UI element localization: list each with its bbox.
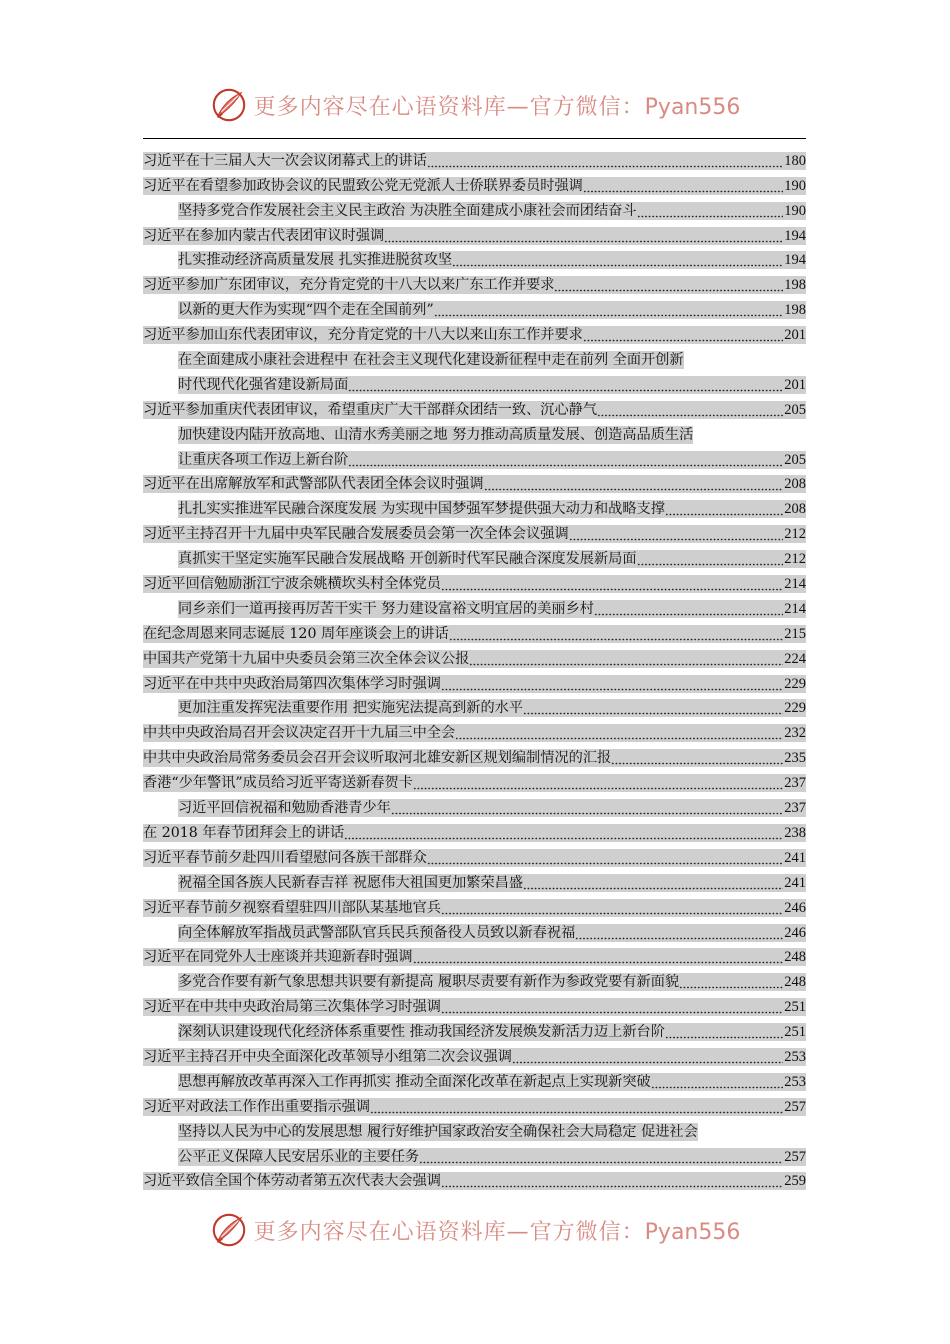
toc-leader-dots (583, 326, 783, 344)
toc-entry-title: 向全体解放军指战员武警部队官兵民兵预备役人员致以新春祝福 (178, 924, 576, 941)
toc-page-number: 246 (784, 924, 806, 941)
toc-entry[interactable] (143, 817, 806, 842)
toc-entry-highlight (143, 650, 806, 668)
toc-entry[interactable] (143, 394, 806, 419)
toc-entry-highlight (178, 973, 806, 991)
toc-entry[interactable] (143, 319, 806, 344)
toc-page-number: 201 (784, 376, 806, 393)
brand-header (0, 83, 950, 127)
toc-page-number: 190 (784, 177, 806, 194)
toc-entry-highlight (143, 1098, 806, 1116)
toc-entry-title: 以新的更大作为实现“四个走在全国前列” (178, 302, 434, 319)
toc-entry-highlight (143, 276, 806, 294)
toc-leader-dots (484, 475, 784, 493)
toc-entry[interactable] (143, 568, 806, 593)
toc-leader-dots (441, 575, 783, 593)
toc-page-number: 253 (784, 1048, 806, 1065)
toc-entry[interactable] (143, 593, 806, 618)
toc-entry-title: 让重庆各项工作迈上新台阶 (178, 451, 349, 468)
toc-leader-dots (455, 724, 783, 742)
toc-entry-highlight (143, 227, 806, 245)
toc-entry[interactable] (143, 1041, 806, 1066)
toc-leader-dots (370, 1098, 783, 1116)
toc-entry-title: 中共中央政治局召开会议决定召开十九届三中全会 (143, 725, 456, 742)
toc-entry-highlight (178, 451, 806, 469)
toc-entry-title: 习近平回信祝福和勉励香港青少年 (178, 800, 391, 817)
toc-entry[interactable] (143, 419, 806, 444)
toc-page-number: 257 (784, 1148, 806, 1165)
toc-leader-dots (413, 948, 784, 966)
toc-entry-title: 习近平在参加内蒙古代表团审议时强调 (143, 227, 385, 244)
toc-leader-dots (594, 600, 783, 618)
toc-leader-dots (434, 301, 784, 319)
toc-leader-dots (449, 625, 784, 643)
toc-entry-title: 多党合作要有新气象思想共识要有新提高 履职尽责要有新作为参政党要有新面貌 (178, 974, 680, 991)
toc-entry[interactable] (143, 942, 806, 967)
toc-entry[interactable] (143, 469, 806, 494)
toc-entry-title: 习近平回信勉励浙江宁波余姚横坎头村全体党员 (143, 576, 441, 593)
toc-entry-title: 习近平春节前夕视察看望驻四川部队某基地官兵 (143, 899, 441, 916)
toc-entry-title: 更加注重发挥宪法重要作用 把实施宪法提高到新的水平 (178, 700, 524, 717)
toc-page-number: 198 (784, 277, 806, 294)
toc-entry[interactable] (143, 170, 806, 195)
toc-page-number: 238 (784, 824, 806, 841)
toc-entry-highlight (143, 899, 806, 917)
toc-entry-title: 同乡亲们一道再接再厉苦干实干 努力建设富裕文明宜居的美丽乡村 (178, 600, 594, 617)
toc-entry[interactable] (143, 1116, 806, 1141)
toc-page-number: 198 (784, 302, 806, 319)
brand-footer (0, 1208, 950, 1252)
toc-leader-dots (637, 550, 784, 568)
toc-entry-highlight (143, 575, 806, 593)
toc-entry[interactable] (143, 220, 806, 245)
toc-entry-highlight (178, 550, 806, 568)
toc-entry-highlight (178, 426, 693, 444)
toc-entry-title: 真抓实干坚定实施军民融合发展战略 开创新时代军民融合深度发展新局面 (178, 551, 637, 568)
toc-entry-title: 香港“少年警讯”成员给习近平寄送新春贺卡 (143, 775, 413, 792)
toc-entry[interactable] (143, 543, 806, 568)
toc-entry[interactable] (143, 991, 806, 1016)
toc-entry-title: 习近平在十三届人大一次会议闭幕式上的讲话 (143, 152, 427, 169)
toc-leader-dots (384, 227, 783, 245)
toc-page-number: 248 (784, 949, 806, 966)
toc-entry[interactable] (143, 294, 806, 319)
toc-page-number: 205 (784, 451, 806, 468)
toc-entry[interactable] (143, 693, 806, 718)
toc-page-number: 251 (784, 1024, 806, 1041)
toc-entry-highlight (178, 799, 806, 817)
toc-entry-highlight (178, 351, 684, 369)
toc-entry[interactable] (143, 493, 806, 518)
toc-entry[interactable] (143, 1066, 806, 1091)
toc-leader-dots (441, 1172, 783, 1190)
toc-entry-highlight (143, 675, 806, 693)
toc-page-number: 190 (784, 202, 806, 219)
toc-entry-highlight (143, 177, 806, 195)
toc-entry-highlight (143, 774, 806, 792)
toc-entry-highlight (143, 475, 806, 493)
toc-leader-dots (597, 401, 783, 419)
toc-page-number: 214 (784, 576, 806, 593)
toc-entry-title: 习近平对政法工作作出重要指示强调 (143, 1098, 371, 1115)
toc-entry-title: 习近平春节前夕赴四川看望慰问各族干部群众 (143, 849, 427, 866)
toc-entry-title: 坚持以人民为中心的发展思想 履行好维护国家政治安全确保社会大局稳定 促进社会 (178, 1123, 698, 1140)
toc-leader-dots (523, 699, 783, 717)
toc-entry-title: 思想再解放改革再深入工作再抓实 推动全面深化改革在新起点上实现新突破 (178, 1073, 651, 1090)
toc-entry-title: 习近平在出席解放军和武警部队代表团全体会议时强调 (143, 476, 484, 493)
toc-entry[interactable] (143, 344, 806, 369)
toc-page-number: 205 (784, 401, 806, 418)
toc-entry[interactable] (143, 369, 806, 394)
toc-page-number: 259 (784, 1173, 806, 1190)
toc-entry[interactable] (143, 1016, 806, 1041)
toc-entry-highlight (143, 998, 806, 1016)
toc-entry[interactable] (143, 444, 806, 469)
toc-entry[interactable] (143, 966, 806, 991)
toc-page-number: 257 (784, 1098, 806, 1115)
toc-leader-dots (441, 899, 783, 917)
toc-leader-dots (441, 998, 783, 1016)
toc-entry[interactable] (143, 668, 806, 693)
toc-entry-highlight (143, 1172, 806, 1190)
toc-leader-dots (665, 1023, 783, 1041)
toc-entry-highlight (178, 1148, 806, 1166)
toc-entry-highlight (143, 326, 806, 344)
brand-logo-icon (210, 86, 248, 124)
toc-leader-dots (523, 874, 783, 892)
toc-entry[interactable] (143, 1166, 806, 1191)
toc-entry[interactable] (143, 1091, 806, 1116)
toc-entry-highlight (143, 401, 806, 419)
toc-leader-dots (651, 1073, 784, 1091)
toc-entry-title: 习近平参加广东团审议，充分肯定党的十八大以来广东工作并要求 (143, 277, 555, 294)
toc-page-number: 237 (784, 800, 806, 817)
toc-entry-highlight (178, 1073, 806, 1091)
toc-page-number: 215 (784, 625, 806, 642)
toc-page-number: 237 (784, 775, 806, 792)
toc-entry-highlight (178, 1023, 806, 1041)
toc-entry-highlight (143, 525, 806, 543)
toc-entry-title: 习近平主持召开中央全面深化改革领导小组第二次会议强调 (143, 1048, 512, 1065)
toc-page-number: 212 (784, 526, 806, 543)
table-of-contents (143, 145, 806, 1190)
toc-entry-title: 祝福全国各族人民新春吉祥 祝愿伟大祖国更加繁荣昌盛 (178, 874, 524, 891)
toc-entry-highlight (178, 600, 806, 618)
toc-leader-dots (344, 824, 783, 842)
toc-entry[interactable] (143, 269, 806, 294)
toc-entry-highlight (178, 251, 806, 269)
toc-leader-dots (427, 849, 783, 867)
brand-text: 更多内容尽在心语资料库—官方微信：Pyan556 (253, 94, 741, 120)
toc-leader-dots (441, 675, 783, 693)
toc-page-number: 241 (784, 874, 806, 891)
toc-page-number: 229 (784, 675, 806, 692)
toc-page-number: 194 (784, 252, 806, 269)
toc-leader-dots (348, 376, 783, 394)
toc-page-number: 232 (784, 725, 806, 742)
toc-entry[interactable] (143, 917, 806, 942)
toc-leader-dots (611, 749, 783, 767)
toc-entry-highlight (178, 1123, 698, 1141)
toc-leader-dots (665, 500, 783, 518)
toc-entry-highlight (143, 625, 806, 643)
brand-logo-icon (210, 1211, 248, 1249)
toc-entry-title: 习近平致信全国个体劳动者第五次代表大会强调 (143, 1173, 441, 1190)
toc-leader-dots (391, 799, 783, 817)
toc-page-number: 214 (784, 600, 806, 617)
toc-entry[interactable] (143, 892, 806, 917)
toc-leader-dots (413, 774, 783, 792)
toc-entry-highlight (178, 924, 806, 942)
toc-leader-dots (569, 525, 784, 543)
toc-entry-title: 深刻认识建设现代化经济体系重要性 推动我国经济发展焕发新活力迈上新台阶 (178, 1024, 665, 1041)
toc-entry-highlight (178, 699, 806, 717)
toc-leader-dots (554, 276, 783, 294)
toc-entry-title: 时代现代化强省建设新局面 (178, 376, 349, 393)
toc-entry-highlight (178, 500, 806, 518)
toc-entry[interactable] (143, 717, 806, 742)
toc-page-number: 241 (784, 849, 806, 866)
toc-page-number: 248 (784, 974, 806, 991)
brand-text: 更多内容尽在心语资料库—官方微信：Pyan556 (253, 1219, 741, 1245)
toc-entry-title: 中共中央政治局常务委员会召开会议听取河北雄安新区规划编制情况的汇报 (143, 750, 612, 767)
toc-entry[interactable] (143, 245, 806, 270)
toc-entry-title: 习近平在中共中央政治局第三次集体学习时强调 (143, 999, 441, 1016)
toc-entry-highlight (143, 948, 806, 966)
toc-entry-title: 习近平在同党外人士座谈并共迎新春时强调 (143, 949, 413, 966)
toc-entry-title: 中国共产党第十九届中央委员会第三次全体会议公报 (143, 650, 470, 667)
toc-leader-dots (583, 177, 783, 195)
toc-entry-title: 坚持多党合作发展社会主义民主政治 为决胜全面建成小康社会而团结奋斗 (178, 202, 637, 219)
toc-page-number: 246 (784, 899, 806, 916)
toc-entry[interactable] (143, 842, 806, 867)
toc-page-number: 212 (784, 551, 806, 568)
toc-page-number: 224 (784, 650, 806, 667)
toc-leader-dots (575, 924, 783, 942)
toc-entry-highlight (143, 824, 806, 842)
toc-entry[interactable] (143, 767, 806, 792)
toc-entry-title: 习近平参加山东代表团审议，充分肯定党的十八大以来山东工作并要求 (143, 327, 583, 344)
toc-leader-dots (348, 451, 783, 469)
toc-leader-dots (427, 152, 783, 170)
toc-entry-highlight (143, 724, 806, 742)
toc-leader-dots (419, 1148, 783, 1166)
toc-page-number: 194 (784, 227, 806, 244)
header-rule (143, 138, 806, 139)
toc-entry-title: 在全面建成小康社会进程中 在社会主义现代化建设新征程中走在前列 全面开创新 (178, 352, 684, 369)
toc-entry-highlight (143, 1048, 806, 1066)
toc-entry-title: 扎扎实实推进军民融合深度发展 为实现中国梦强军梦提供强大动力和战略支撑 (178, 501, 665, 518)
toc-entry-title: 在纪念周恩来同志诞辰 120 周年座谈会上的讲话 (143, 625, 449, 642)
toc-entry-title: 扎实推动经济高质量发展 扎实推进脱贫攻坚 (178, 252, 453, 269)
toc-entry[interactable] (143, 195, 806, 220)
toc-page-number: 229 (784, 700, 806, 717)
toc-page-number: 251 (784, 999, 806, 1016)
toc-entry-title: 习近平主持召开十九届中央军民融合发展委员会第一次全体会议强调 (143, 526, 569, 543)
toc-entry-highlight (178, 301, 806, 319)
toc-page-number: 180 (784, 152, 806, 169)
toc-entry[interactable] (143, 792, 806, 817)
toc-leader-dots (679, 973, 783, 991)
toc-page-number: 208 (784, 476, 806, 493)
toc-leader-dots (469, 650, 783, 668)
toc-entry[interactable] (143, 145, 806, 170)
toc-entry-title: 习近平在看望参加政协会议的民盟致公党无党派人士侨联界委员时强调 (143, 177, 583, 194)
toc-entry-highlight (143, 849, 806, 867)
toc-entry-highlight (178, 202, 806, 220)
toc-entry-title: 加快建设内陆开放高地、山清水秀美丽之地 努力推动高质量发展、创造高品质生活 (178, 426, 694, 443)
toc-entry[interactable] (143, 742, 806, 767)
toc-page-number: 235 (784, 750, 806, 767)
toc-entry-highlight (178, 874, 806, 892)
toc-leader-dots (452, 251, 783, 269)
toc-entry[interactable] (143, 867, 806, 892)
toc-entry-highlight (143, 152, 806, 170)
toc-entry[interactable] (143, 618, 806, 643)
toc-entry[interactable] (143, 1141, 806, 1166)
toc-page-number: 208 (784, 501, 806, 518)
toc-entry[interactable] (143, 518, 806, 543)
toc-entry-highlight (178, 376, 806, 394)
toc-entry-title: 习近平参加重庆代表团审议，希望重庆广大干部群众团结一致、沉心静气 (143, 401, 598, 418)
toc-entry[interactable] (143, 643, 806, 668)
toc-entry-title: 习近平在中共中央政治局第四次集体学习时强调 (143, 675, 441, 692)
toc-leader-dots (512, 1048, 783, 1066)
toc-page-number: 201 (784, 327, 806, 344)
toc-entry-title: 在 2018 年春节团拜会上的讲话 (143, 824, 345, 841)
toc-entry-highlight (143, 749, 806, 767)
toc-entry-title: 公平正义保障人民安居乐业的主要任务 (178, 1148, 420, 1165)
toc-page-number: 253 (784, 1073, 806, 1090)
toc-leader-dots (637, 202, 784, 220)
